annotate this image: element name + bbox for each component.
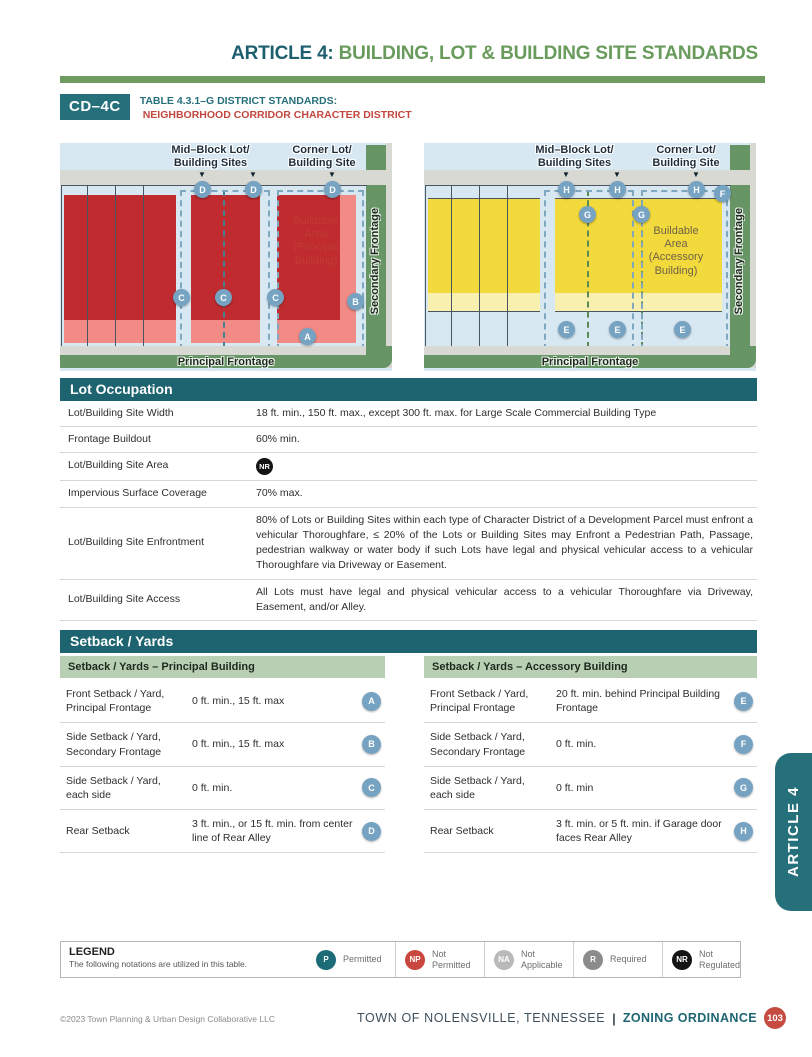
corner-site-boundary	[277, 190, 364, 350]
marker-a: A	[299, 328, 316, 345]
legend-title-cell	[61, 942, 307, 977]
marker-c: C	[267, 289, 284, 306]
marker-e: E	[674, 321, 691, 338]
secondary-frontage-label: Secondary Frontage	[369, 207, 381, 315]
marker-c: C	[173, 289, 190, 306]
marker-h: H	[688, 181, 705, 198]
legend-subtitle: The following notations are utilized in this table.	[69, 959, 248, 969]
lot-line	[143, 185, 144, 346]
rear-alley-band	[424, 170, 756, 185]
marker-g: G	[579, 206, 596, 223]
table-row: Impervious Surface Coverage 70% max.	[60, 481, 757, 507]
key-badge-e: E	[734, 692, 753, 711]
key-badge-b: B	[362, 735, 381, 754]
lot-line	[451, 185, 452, 346]
footer-town: TOWN OF NOLENSVILLE, TENNESSEE	[357, 1011, 606, 1025]
table-title-line1: TABLE 4.3.1–G DISTRICT STANDARDS:	[139, 95, 338, 107]
key-badge-c: C	[362, 778, 381, 797]
not-permitted-badge: NP	[405, 950, 425, 970]
district-code-badge: CD–4C	[60, 94, 130, 120]
marker-f: F	[714, 185, 731, 202]
lot-line	[507, 185, 508, 346]
marker-e: E	[609, 321, 626, 338]
lot-line	[115, 185, 116, 346]
table-row: Rear Setback 3 ft. min. or 5 ft. min. if Garage door faces Rear Alley H	[424, 810, 757, 853]
page-title-article: ARTICLE 4:	[231, 43, 334, 64]
legend-item-not-permitted: NP Not Permitted	[395, 942, 484, 977]
principal-frontage-bar	[60, 355, 392, 368]
table-row: Lot/Building Site Width 18 ft. min., 150 ft. max., except 300 ft. max. for Large Scale Commercial Building Type	[60, 401, 757, 427]
midblock-label: Mid–Block Lot/ Building Sites	[535, 144, 614, 169]
secondary-frontage-label-wrap	[726, 173, 752, 349]
marker-d: D	[194, 181, 211, 198]
table-title	[140, 94, 412, 122]
permitted-badge: P	[316, 950, 336, 970]
buildable-area-caption: Buildable Area (Principal Building)	[293, 215, 339, 267]
pointer-arrow-icon: ▼	[562, 170, 570, 179]
marker-e: E	[558, 321, 575, 338]
secondary-frontage-label-wrap	[362, 173, 388, 349]
article-4-side-tab: ARTICLE 4	[775, 753, 812, 911]
table-row: Frontage Buildout 60% min.	[60, 427, 757, 453]
key-badge-g: G	[734, 778, 753, 797]
table-title-line2: NEIGHBORHOOD CORRIDOR CHARACTER DISTRICT	[142, 108, 412, 121]
legend-item-required: R Required	[573, 942, 662, 977]
not-regulated-badge: NR	[672, 950, 692, 970]
midblock-site-boundary	[180, 190, 270, 350]
pointer-arrow-icon: ▼	[198, 170, 206, 179]
secondary-frontage-label: Secondary Frontage	[733, 207, 745, 315]
lot-occupation-table	[60, 401, 757, 621]
not-applicable-badge: NA	[494, 950, 514, 970]
section-header-lot-occupation: Lot Occupation	[60, 378, 757, 401]
principal-frontage-label: Principal Frontage	[177, 355, 275, 368]
midblock-label: Mid–Block Lot/ Building Sites	[171, 144, 250, 169]
corner-label: Corner Lot/ Building Site	[652, 144, 720, 169]
diagram-accessory-building	[424, 143, 756, 371]
subheader-accessory-building: Setback / Yards – Accessory Building	[424, 656, 757, 678]
pointer-arrow-icon: ▼	[328, 170, 336, 179]
sidewalk-band	[60, 346, 392, 355]
legend-title: LEGEND	[69, 946, 115, 958]
not-regulated-badge: NR	[256, 458, 273, 475]
page-title-subject: BUILDING, LOT & BUILDING SITE STANDARDS	[333, 43, 758, 64]
required-badge: R	[583, 950, 603, 970]
marker-b: B	[347, 293, 364, 310]
marker-h: H	[609, 181, 626, 198]
copyright-text: ©2023 Town Planning & Urban Design Collaborative LLC	[60, 1014, 275, 1024]
table-row: Side Setback / Yard, each side 0 ft. min G	[424, 767, 757, 810]
accessory-setbacks-table	[424, 680, 757, 853]
pointer-arrow-icon: ▼	[249, 170, 257, 179]
legend	[60, 941, 741, 978]
marker-c: C	[215, 289, 232, 306]
pointer-arrow-icon: ▼	[692, 170, 700, 179]
buildable-area-caption: Buildable Area (Accessory Building)	[648, 225, 704, 277]
table-row: Lot/Building Site Access All Lots must have legal and physical vehicular access to a vehicular Thoroughfare via Driveway, Easement, and/or Alley.	[60, 580, 757, 621]
table-row: Side Setback / Yard, Secondary Frontage 0 ft. min., 15 ft. max B	[60, 723, 385, 766]
section-header-setback-yards: Setback / Yards	[60, 630, 757, 653]
rear-alley-band	[60, 170, 392, 185]
footer-doc-title: ZONING ORDINANCE	[622, 1011, 757, 1025]
subheader-principal-building: Setback / Yards – Principal Building	[60, 656, 385, 678]
key-badge-d: D	[362, 822, 381, 841]
table-row: Lot/Building Site Enfrontment 80% of Lots or Building Sites within each type of Character District of a Development Parcel must enfront a vehicular Thoroughfare, ≤ 20% of the Lots or Building Sites may Enfront a Pedestrian Path, Passage, pedestrian walkway or water body if such Lots have legal and physical vehicular access to a vehicular Thoroughfare via Driveway or Easement.	[60, 508, 757, 580]
table-row: Front Setback / Yard, Principal Frontage 0 ft. min., 15 ft. max A	[60, 680, 385, 723]
legend-item-permitted: P Permitted	[307, 942, 395, 977]
legend-item-not-applicable: NA Not Applicable	[484, 942, 573, 977]
pointer-arrow-icon: ▼	[613, 170, 621, 179]
lot-line	[479, 185, 480, 346]
footer-right	[357, 1007, 786, 1029]
key-badge-h: H	[734, 822, 753, 841]
marker-h: H	[558, 181, 575, 198]
sidewalk-band	[424, 346, 756, 355]
marker-d: D	[245, 181, 262, 198]
table-row: Side Setback / Yard, each side 0 ft. min. C	[60, 767, 385, 810]
principal-frontage-bar	[424, 355, 756, 368]
principal-frontage-label: Principal Frontage	[541, 355, 639, 368]
diagram-principal-building	[60, 143, 392, 371]
marker-g: G	[633, 206, 650, 223]
header-rule	[60, 76, 765, 83]
legend-item-not-regulated: NR Not Regulated	[662, 942, 751, 977]
marker-d: D	[324, 181, 341, 198]
table-row: Side Setback / Yard, Secondary Frontage 0 ft. min. F	[424, 723, 757, 766]
page-title	[0, 43, 758, 65]
page-number-badge: 103	[764, 1007, 786, 1029]
table-row: Lot/Building Site Area NR	[60, 453, 757, 481]
table-row: Front Setback / Yard, Principal Frontage 20 ft. min. behind Principal Building Frontage E	[424, 680, 757, 723]
footer-separator: |	[612, 1010, 616, 1026]
key-badge-f: F	[734, 735, 753, 754]
principal-setbacks-table	[60, 680, 385, 853]
corner-label: Corner Lot/ Building Site	[288, 144, 356, 169]
table-banner	[60, 94, 412, 122]
key-badge-a: A	[362, 692, 381, 711]
table-row: Rear Setback 3 ft. min., or 15 ft. min. from center line of Rear Alley D	[60, 810, 385, 853]
lot-line	[87, 185, 88, 346]
